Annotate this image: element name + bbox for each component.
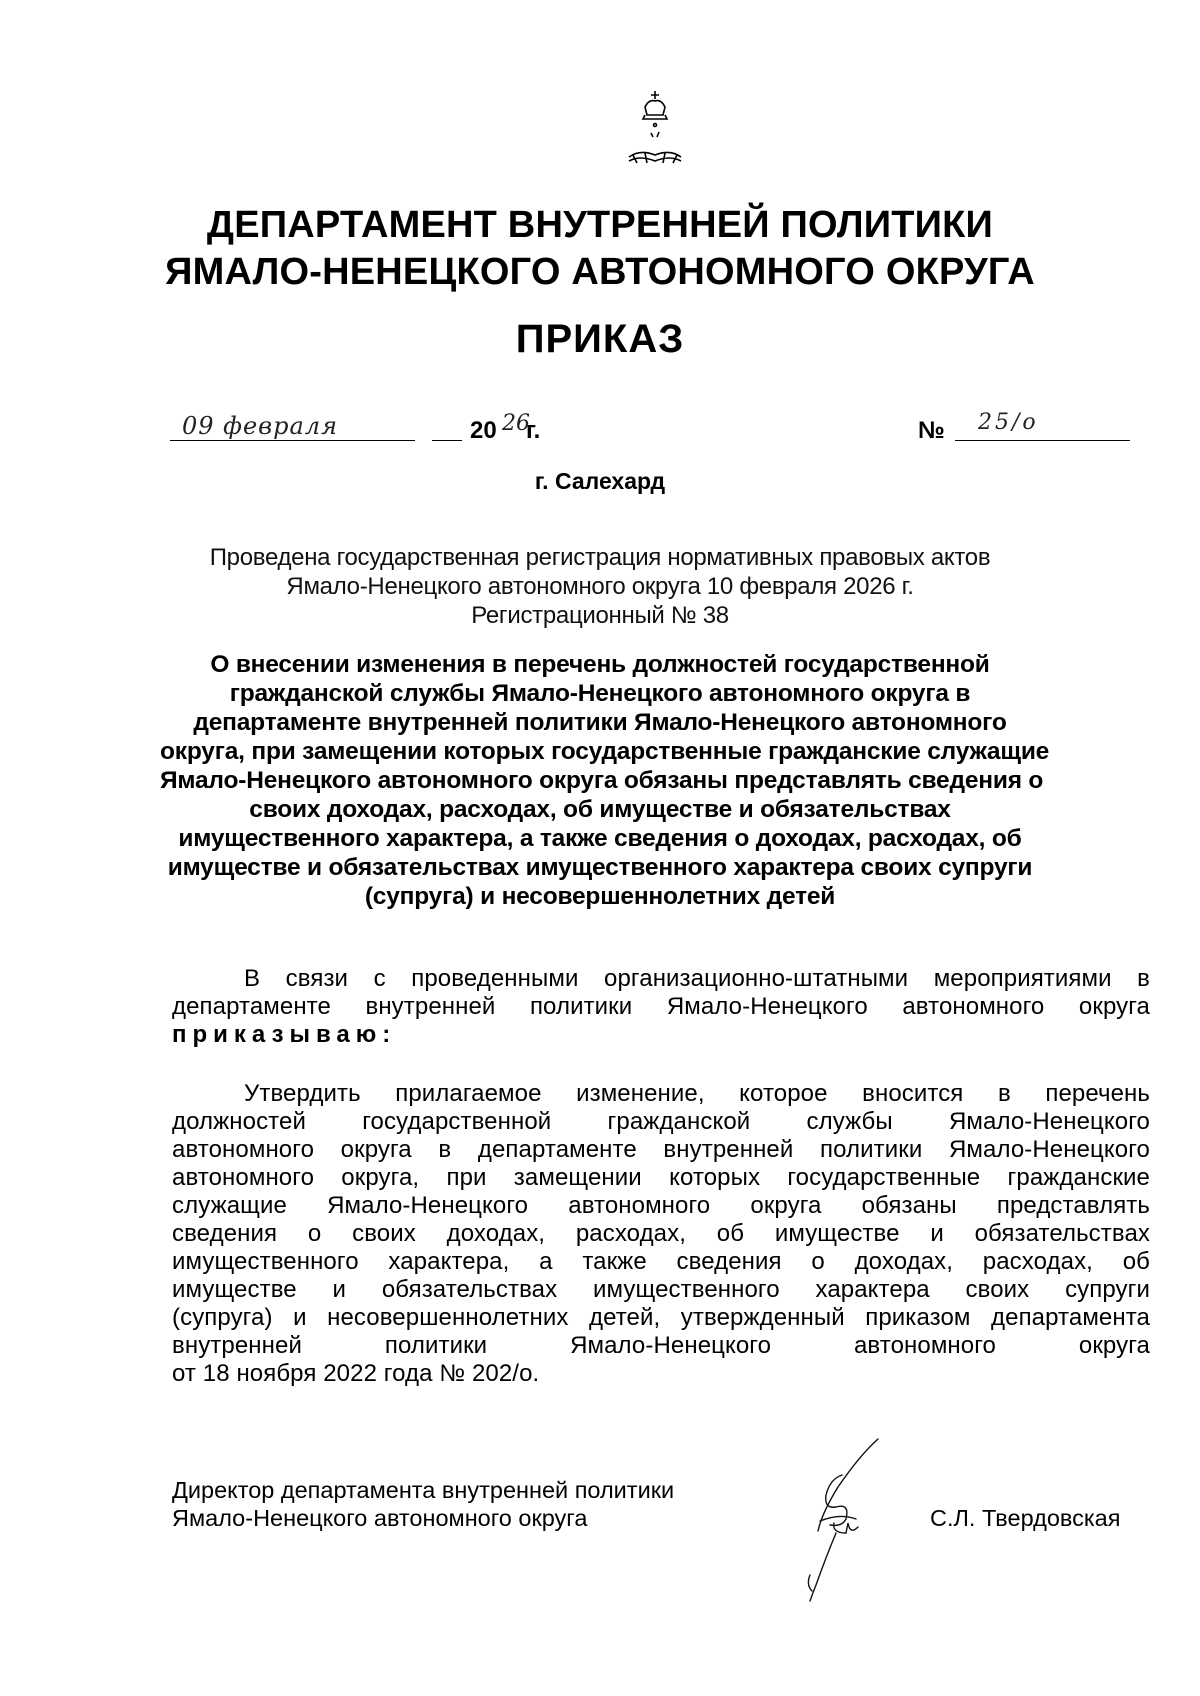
body-line: внутренней политики Ямало-Ненецкого автономного округа	[172, 1332, 1150, 1359]
order-word: приказываю:	[172, 1021, 397, 1048]
registration-line2: Ямало-Ненецкого автономного округа 10 февраля 2026 г.	[286, 573, 914, 600]
body-line: Утвердить прилагаемое изменение, которое вносится в перечень	[244, 1080, 1150, 1107]
year-suffix: г.	[526, 417, 541, 444]
date-underline	[170, 440, 415, 441]
body-line: автономного округа в департаменте внутренней политики Ямало-Ненецкого	[172, 1136, 1150, 1163]
body-line: (супруга) и несовершеннолетних детей, утвержденный приказом департамента	[172, 1304, 1150, 1331]
subject-line: О внесении изменения в перечень должностей государственной	[210, 651, 990, 678]
body-line: должностей государственной гражданской службы Ямало-Ненецкого	[172, 1108, 1150, 1135]
signer-position-line2: Ямало-Ненецкого автономного округа	[172, 1505, 588, 1531]
coat-of-arms-icon	[615, 85, 695, 180]
organization-title-line2: ЯМАЛО-НЕНЕЦКОГО АВТОНОМНОГО ОКРУГА	[165, 251, 1035, 293]
registration-line3: Регистрационный № 38	[471, 602, 729, 629]
signer-name: С.Л. Твердовская	[930, 1505, 1121, 1531]
body-line: автономного округа, при замещении которых государственные гражданские	[172, 1164, 1150, 1191]
preamble-paragraph	[172, 965, 1150, 1049]
subject-line: (супруга) и несовершеннолетних детей	[364, 883, 836, 910]
date-underline-short	[432, 440, 462, 441]
body-line: от 18 ноября 2022 года № 202/о.	[172, 1360, 540, 1387]
organization-title-line1: ДЕПАРТАМЕНТ ВНУТРЕННЕЙ ПОЛИТИКИ	[206, 204, 994, 246]
body-line: имущественного характера, а также сведения о доходах, расходах, об	[172, 1248, 1150, 1275]
number-underline	[955, 440, 1130, 441]
order-subject	[160, 650, 1050, 911]
preamble-line: В связи с проведенными организационно-штатными мероприятиями в	[244, 965, 1150, 992]
signer-position-line1: Директор департамента внутренней политики	[172, 1477, 675, 1503]
preamble-line: департаменте внутренней политики Ямало-Ненецкого автономного округа	[172, 993, 1150, 1020]
organization-title	[0, 202, 1200, 296]
subject-line: департаменте внутренней политики Ямало-Ненецкого автономного	[193, 709, 1007, 736]
body-line: служащие Ямало-Ненецкого автономного округа обязаны представлять	[172, 1192, 1150, 1219]
year-prefix: 20	[470, 417, 497, 444]
body-paragraph	[172, 1080, 1150, 1388]
subject-line: своих доходах, расходах, об имуществе и обязательствах	[249, 796, 951, 823]
body-line: имуществе и обязательствах имущественного характера своих супруги	[172, 1276, 1150, 1303]
date-number-row	[170, 410, 1130, 450]
registration-note	[0, 543, 1200, 630]
subject-line: Ямало-Ненецкого автономного округа обязаны представлять сведения о	[160, 767, 1044, 794]
city: г. Салехард	[534, 468, 666, 494]
registration-line1: Проведена государственная регистрация нормативных правовых актов	[209, 544, 991, 571]
number-sign: №	[918, 417, 945, 444]
document-type: ПРИКАЗ	[515, 317, 685, 361]
subject-line: имущественного характера, а также сведения о доходах, расходах, об	[178, 825, 1022, 852]
subject-line: гражданской службы Ямало-Ненецкого автономного округа в	[229, 680, 971, 707]
handwritten-year: 26	[502, 411, 530, 436]
subject-line: округа, при замещении которых государственные гражданские служащие	[160, 738, 1050, 765]
body-line: сведения о своих доходах, расходах, об имуществе и обязательствах	[172, 1220, 1150, 1247]
handwritten-date: 09 февраля	[182, 412, 338, 440]
handwritten-signature	[760, 1435, 890, 1605]
handwritten-number: 25/о	[978, 410, 1039, 435]
subject-line: имуществе и обязательствах имущественного характера своих супруги	[167, 854, 1033, 881]
signer-position	[172, 1476, 674, 1532]
